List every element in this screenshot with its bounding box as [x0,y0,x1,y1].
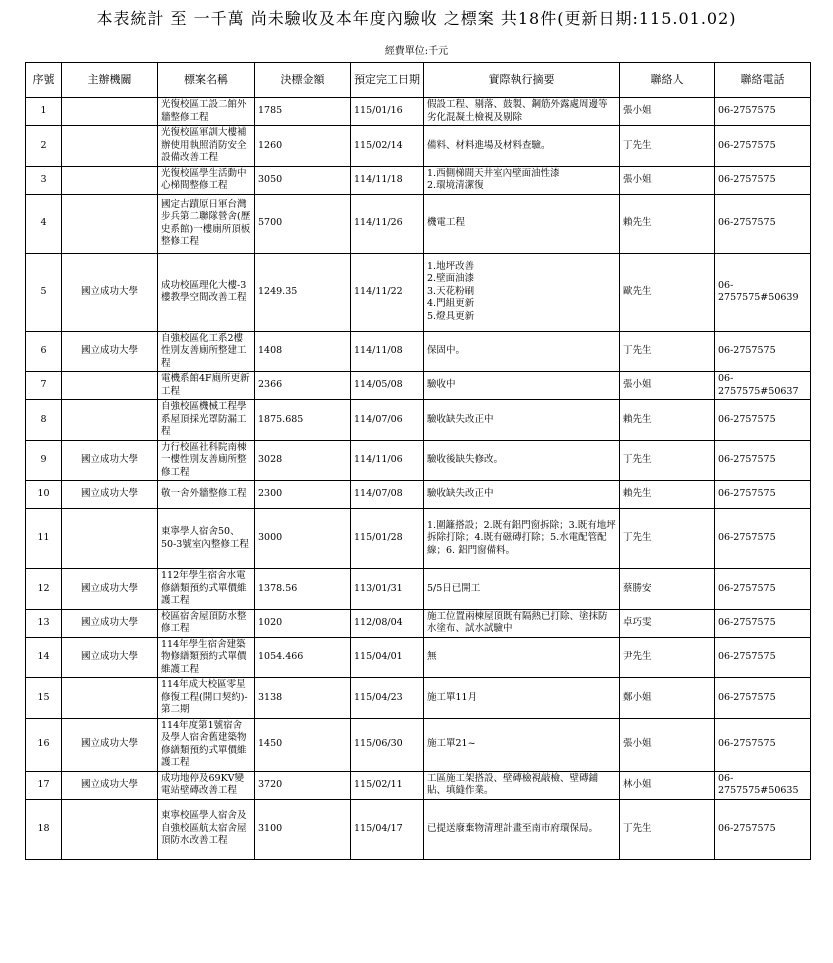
table-row [26,400,811,441]
row-phone: 06-2757575 [715,799,811,859]
row-due-date: 114/11/06 [351,440,424,481]
row-project-name: 東寧學人宿舍50、50-3號室內整修工程 [158,509,255,569]
row-project-name: 114年度第1號宿舍及學人宿舍舊建築物修繕類預約式單價維護工程 [158,718,255,771]
table-row [26,440,811,481]
row-number: 9 [26,440,62,481]
unit-note: 經費單位:千元 [384,46,449,57]
row-contact: 丁先生 [620,440,715,481]
header-row [26,63,811,98]
row-progress-summary: 施工單11月 [424,678,620,719]
row-due-date: 115/02/14 [351,126,424,167]
row-project-name: 光復校區學生活動中心梯間整修工程 [158,166,255,194]
row-phone: 06-2757575#50639 [715,253,811,331]
table-row [26,481,811,509]
row-contact: 丁先生 [620,126,715,167]
row-contact: 林小姐 [620,771,715,799]
row-project-name: 112年學生宿舍水電修繕類預約式單價維護工程 [158,569,255,610]
row-number: 12 [26,569,62,610]
row-progress-summary: 驗收中 [424,372,620,400]
row-contact: 賴先生 [620,194,715,253]
row-progress-summary: 5/5日已開工 [424,569,620,610]
row-progress-summary: 1.地坪改善 2.壁面油漆 3.天花粉刷 4.門組更新 5.燈具更新 [424,253,620,331]
row-due-date: 114/11/22 [351,253,424,331]
col-header-amount: 決標金額 [255,63,351,98]
row-number: 1 [26,98,62,126]
row-phone: 06-2757575 [715,98,811,126]
row-project-name: 校區宿舍屋頂防水整修工程 [158,609,255,637]
row-agency: 國立成功大學 [62,637,158,678]
row-progress-summary: 施工位置兩棟屋頂既有隔熱已打除、塗抹防水塗布、試水試驗中 [424,609,620,637]
table-row [26,637,811,678]
row-project-name: 114年成大校區零星修復工程(開口契約)-第二期 [158,678,255,719]
row-phone: 06-2757575 [715,637,811,678]
row-award-amount: 1450 [255,718,351,771]
row-contact: 鄭小姐 [620,678,715,719]
row-agency [62,372,158,400]
row-award-amount: 3050 [255,166,351,194]
row-project-name: 自強校區化工系2樓性別友善廁所整建工程 [158,331,255,372]
row-project-name: 光復校區工設二館外牆整修工程 [158,98,255,126]
row-phone: 06-2757575 [715,126,811,167]
table-row [26,718,811,771]
table-row [26,509,811,569]
row-phone: 06-2757575 [715,400,811,441]
row-contact: 丁先生 [620,331,715,372]
row-agency [62,126,158,167]
row-award-amount: 1378.56 [255,569,351,610]
row-phone: 06-2757575 [715,678,811,719]
row-agency [62,98,158,126]
row-phone: 06-2757575#50635 [715,771,811,799]
row-progress-summary: 驗收缺失改正中 [424,400,620,441]
row-number: 14 [26,637,62,678]
row-award-amount: 3138 [255,678,351,719]
col-header-name: 標案名稱 [158,63,255,98]
col-header-no: 序號 [26,63,62,98]
row-agency: 國立成功大學 [62,771,158,799]
row-award-amount: 2366 [255,372,351,400]
row-project-name: 114年學生宿舍建築物修繕類預約式單價維護工程 [158,637,255,678]
row-due-date: 113/01/31 [351,569,424,610]
row-progress-summary: 工區施工架搭設、壁磚檢視敲檢、壁磚鋪貼、填縫作業。 [424,771,620,799]
row-due-date: 114/05/08 [351,372,424,400]
row-number: 3 [26,166,62,194]
row-due-date: 114/11/18 [351,166,424,194]
row-progress-summary: 施工單21~ [424,718,620,771]
row-phone: 06-2757575 [715,166,811,194]
col-header-due: 預定完工日期 [351,63,424,98]
row-project-name: 光復校區軍訓大樓補辦使用執照消防安全設備改善工程 [158,126,255,167]
col-header-summary: 實際執行摘要 [424,63,620,98]
row-progress-summary: 假設工程、剔落、鼓製、鋼筋外露處周邊等劣化混凝土檢視及剔除 [424,98,620,126]
row-number: 7 [26,372,62,400]
col-header-phone: 聯絡電話 [715,63,811,98]
row-number: 13 [26,609,62,637]
row-due-date: 115/01/16 [351,98,424,126]
row-phone: 06-2757575 [715,569,811,610]
row-number: 2 [26,126,62,167]
row-contact: 歐先生 [620,253,715,331]
row-progress-summary: 已提送廢棄物清理計畫至南市府環保局。 [424,799,620,859]
row-due-date: 115/02/11 [351,771,424,799]
table-row [26,372,811,400]
row-due-date: 115/06/30 [351,718,424,771]
row-progress-summary: 驗收後缺失修改。 [424,440,620,481]
row-project-name: 力行校區社科院南棟一樓性別友善廁所整修工程 [158,440,255,481]
row-number: 15 [26,678,62,719]
row-contact: 賴先生 [620,400,715,441]
row-contact: 尹先生 [620,637,715,678]
row-number: 6 [26,331,62,372]
row-award-amount: 2300 [255,481,351,509]
row-number: 8 [26,400,62,441]
row-project-name: 電機系館4F廁所更新工程 [158,372,255,400]
projects-table [25,62,811,860]
row-progress-summary: 1.西側梯間天井室內壁面油性漆 2.環境清潔復 [424,166,620,194]
row-agency: 國立成功大學 [62,718,158,771]
row-award-amount: 3720 [255,771,351,799]
row-due-date: 114/11/26 [351,194,424,253]
row-due-date: 115/01/28 [351,509,424,569]
row-award-amount: 1020 [255,609,351,637]
row-due-date: 114/07/06 [351,400,424,441]
row-award-amount: 3100 [255,799,351,859]
row-project-name: 成功地停及69KV變電站壁磚改善工程 [158,771,255,799]
row-contact: 丁先生 [620,799,715,859]
row-award-amount: 1408 [255,331,351,372]
row-due-date: 115/04/01 [351,637,424,678]
row-due-date: 114/11/08 [351,331,424,372]
table-row [26,799,811,859]
row-contact: 蔡勝安 [620,569,715,610]
row-number: 16 [26,718,62,771]
row-agency: 國立成功大學 [62,440,158,481]
table-row [26,126,811,167]
row-award-amount: 1054.466 [255,637,351,678]
row-agency [62,400,158,441]
table-row [26,771,811,799]
row-contact: 丁先生 [620,509,715,569]
row-award-amount: 1260 [255,126,351,167]
row-phone: 06-2757575 [715,194,811,253]
row-award-amount: 5700 [255,194,351,253]
row-project-name: 自強校區機械工程學系屋頂採光罩防漏工程 [158,400,255,441]
col-header-agency: 主辦機關 [62,63,158,98]
row-award-amount: 3000 [255,509,351,569]
row-agency [62,166,158,194]
row-project-name: 東寧校區學人宿舍及自強校區航太宿舍屋頂防水改善工程 [158,799,255,859]
page-title: 本表統計 至 一千萬 尚未驗收及本年度內驗收 之標案 共18件(更新日期:115.01.02) [96,9,737,28]
row-contact: 張小姐 [620,372,715,400]
row-phone: 06-2757575 [715,609,811,637]
row-phone: 06-2757575 [715,331,811,372]
table-row [26,98,811,126]
row-agency [62,509,158,569]
row-due-date: 112/08/04 [351,609,424,637]
row-progress-summary: 備料、材料進場及材料查驗。 [424,126,620,167]
row-agency [62,799,158,859]
row-agency: 國立成功大學 [62,481,158,509]
row-progress-summary: 驗收缺失改正中 [424,481,620,509]
row-agency: 國立成功大學 [62,331,158,372]
table-row [26,331,811,372]
row-agency [62,194,158,253]
row-contact: 賴先生 [620,481,715,509]
row-contact: 卓巧雯 [620,609,715,637]
row-agency: 國立成功大學 [62,253,158,331]
row-progress-summary: 1.圍籬搭設；2.既有鋁門窗拆除；3.既有地坪拆除打除；4.既有磁磚打除；5.水電配管配線；6. 鋁門窗備料。 [424,509,620,569]
table-row [26,253,811,331]
row-award-amount: 3028 [255,440,351,481]
row-agency: 國立成功大學 [62,609,158,637]
row-due-date: 115/04/23 [351,678,424,719]
table-row [26,166,811,194]
row-project-name: 敬一舍外牆整修工程 [158,481,255,509]
row-project-name: 國定古蹟原日軍台灣步兵第二聯隊營舍(歷史系館)一樓廁所頂板整修工程 [158,194,255,253]
row-award-amount: 1249.35 [255,253,351,331]
row-progress-summary: 無 [424,637,620,678]
table-row [26,194,811,253]
row-due-date: 114/07/08 [351,481,424,509]
row-award-amount: 1875.685 [255,400,351,441]
table-row [26,569,811,610]
col-header-contact: 聯絡人 [620,63,715,98]
row-contact: 張小姐 [620,718,715,771]
table-row [26,678,811,719]
row-number: 4 [26,194,62,253]
row-phone: 06-2757575 [715,509,811,569]
row-project-name: 成功校區理化大樓-3樓教學空間改善工程 [158,253,255,331]
row-number: 5 [26,253,62,331]
row-agency: 國立成功大學 [62,569,158,610]
row-phone: 06-2757575 [715,481,811,509]
row-progress-summary: 機電工程 [424,194,620,253]
row-progress-summary: 保固中。 [424,331,620,372]
row-phone: 06-2757575#50637 [715,372,811,400]
row-phone: 06-2757575 [715,718,811,771]
row-number: 11 [26,509,62,569]
row-award-amount: 1785 [255,98,351,126]
row-number: 17 [26,771,62,799]
row-number: 10 [26,481,62,509]
row-contact: 張小姐 [620,166,715,194]
row-agency [62,678,158,719]
row-number: 18 [26,799,62,859]
row-phone: 06-2757575 [715,440,811,481]
row-contact: 張小姐 [620,98,715,126]
table-row [26,609,811,637]
row-due-date: 115/04/17 [351,799,424,859]
